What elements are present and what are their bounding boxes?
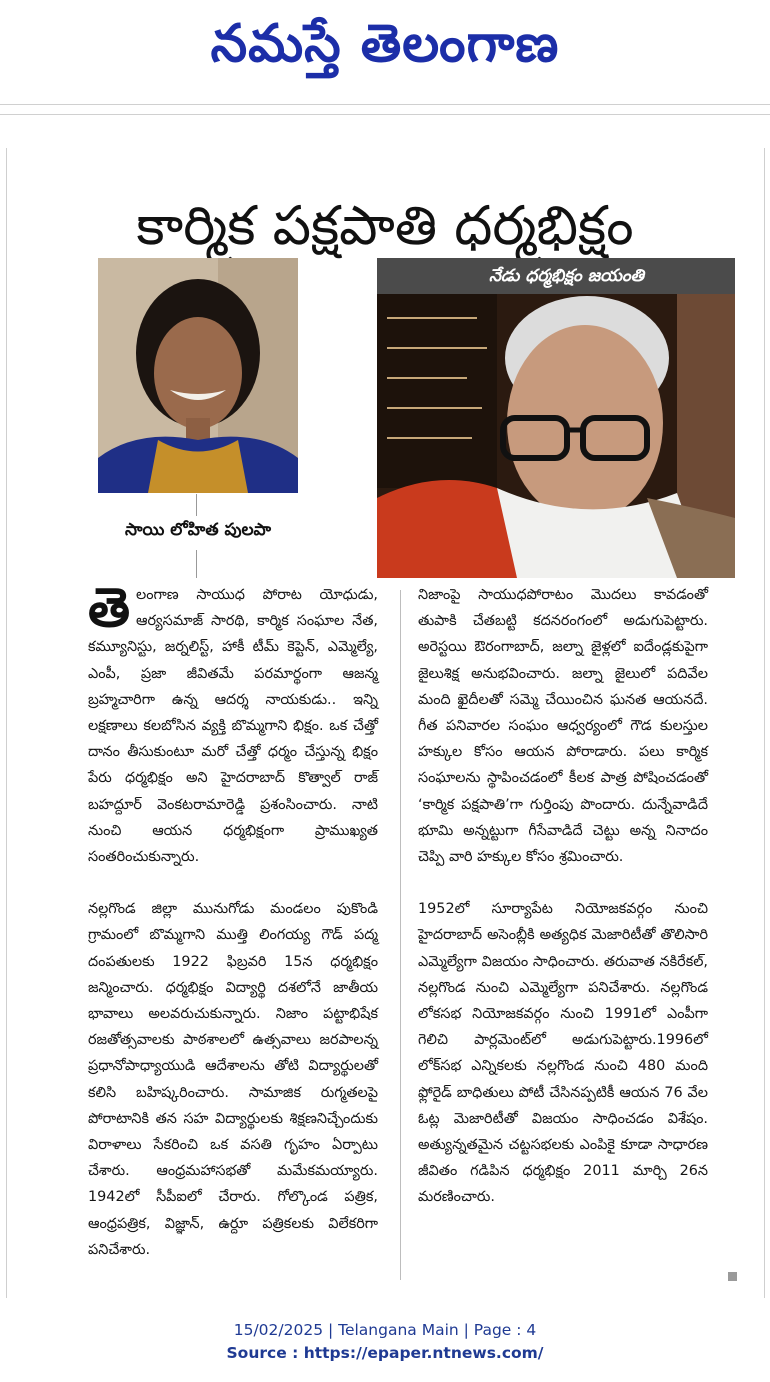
paragraph xyxy=(88,576,378,870)
drop-cap: తె xyxy=(88,576,131,639)
paragraph-text: నిజాంపై సాయుధపోరాటం మొదలు కావడంతో తుపాకి చేతబట్టి కదనరంగంలో అడుగుపెట్టారు. అరెస్టయి ఔరంగాబాద్, జల్నా జైళ్లలో ఐదేండ్లకుపైగా జైలుశిక్ష అనుభవించారు. జల్నా జైలులో పదివేల మంది ఖైదీలతో సమ్మె చేయించిన ఘనత ఆయనదే. గీత పనివారల సంఘం ఆధ్వర్యంలో గౌడ కులస్తుల హక్కుల కోసం ఆయన పోరాడారు. పలు కార్మిక సంఘాలను స్థాపించడంలో కీలక పాత్ర పోషించడంతో ‘కార్మిక పక్షపాతి’గా గుర్తింపు పొందారు. దున్నేవాడిదే భూమి అన్నట్టుగా గీసేవాడిదే చెట్టు అన్న నినాదం చెప్పి వారి హక్కుల కోసం శ్రమించారు. xyxy=(418,587,708,866)
right-border xyxy=(764,148,765,1298)
author-byline: సాయి లోహిత పులపా xyxy=(124,520,272,540)
author-portrait-image xyxy=(98,258,298,493)
left-border xyxy=(6,148,7,1298)
photo-caption: నేడు ధర్మభిక్షం జయంతి xyxy=(377,258,735,294)
article-column-1 xyxy=(88,576,378,1263)
footer-source-link[interactable]: Source : https://epaper.ntnews.com/ xyxy=(226,1344,544,1362)
column-divider xyxy=(400,590,401,1280)
author-photo xyxy=(98,258,298,493)
masthead-rule xyxy=(0,104,770,105)
masthead-rule-2 xyxy=(0,114,770,115)
dharma-bhiksham-photo xyxy=(377,258,735,578)
masthead xyxy=(0,0,770,100)
dharma-bhiksham-portrait-image xyxy=(377,258,735,578)
byline-rule-top xyxy=(196,494,197,516)
paragraph-text: 1952లో సూర్యాపేట నియోజకవర్గం నుంచి హైదరాబాద్ అసెంబ్లీకి అత్యధిక మెజారిటీతో తొలిసారి ఎమ్మెల్యేగా విజయం సాధించారు. తరువాత నకిరేకల్, నల్లగొండ నుంచి ఎమ్మెల్యేగా పనిచేశారు. నల్లగొండ లోకసభ నియోజకవర్గం నుంచి 1991లో ఎంపీగా గెలిచి పార్లమెంట్‌లో అడుగుపెట్టారు.1996లో లోక్‌సభ ఎన్నికలకు నల్లగొండ నుంచి 480 మంది ఫ్లోరైడ్ బాధితులు పోటీ చేసినప్పటికీ ఆయన 76 వేల ఓట్ల మెజారిటీతో విజయం సాధించడం విశేషం. అత్యున్నతమైన చట్టసభలకు ఎంపికై కూడా సాధారణ జీవితం గడిపిన ధర్మభిక్షం 2011 మార్చి 26న మరణించారు. xyxy=(418,901,708,1206)
article-column-2 xyxy=(418,582,708,1211)
footer-edition-info: 15/02/2025 | Telangana Main | Page : 4 xyxy=(233,1321,537,1339)
article-headline: కార్మిక పక్షపాతి ధర్మభిక్షం xyxy=(136,194,634,258)
paragraph-text: నల్లగొండ జిల్లా మునుగోడు మండలం పుకొండి గ్రామంలో బొమ్మగాని ముత్తి లింగయ్య గౌడ్ పద్మ దంపతులకు 1922 ఫిబ్రవరి 15న ధర్మభిక్షం జన్మించారు. ధర్మభిక్షం విద్యార్థి దశలోనే జాతీయ భావాలు అలవరుచుకున్నారు. నిజాం పట్టాభిషేక రజతోత్సవాలకు పాఠశాలలో ఉత్సవాలు జరపాలన్న ప్రధానోపాధ్యాయుడి ఆదేశాలను తోటి విద్యార్థులతో కలిసి బహిష్కరించారు. సామాజిక రుగ్మతలపై పోరాటానికి తన సహ విద్యార్థులకు శిక్షణనిచ్చేందుకు విరాళాలు సేకరించి ఒక వసతి గృహం ఏర్పాటు చేశారు. ఆంధ్రమహాసభతో మమేకమయ్యారు. 1942లో సీపీఐలో చేరారు. గోల్కొండ పత్రిక, ఆంధ్రపత్రిక, విజ్ఞాన్, ఉర్దూ పత్రికలకు విలేకరిగా పనిచేశారు. xyxy=(88,901,378,1258)
end-of-article-mark xyxy=(728,1272,737,1281)
paragraph-text: లంగాణ సాయుధ పోరాట యోధుడు, ఆర్యసమాజ్ సారథి, కార్మిక సంఘాల నేత, కమ్యూనిస్టు, జర్నలిస్ట్, హాకీ టీమ్ కెప్టెన్, ఎమ్మెల్యే, ఎంపీ, ప్రజా జీవితమే పరమార్థంగా ఆజన్మ బ్రహ్మచారిగా ఉన్న ఆదర్శ నాయకుడు.. ఇన్ని లక్షణాలు కలబోసిన వ్యక్తి బొమ్మగాని భిక్షం. ఒక చేత్తో దానం తీసుకుంటూ మరో చేత్తో ధర్మం చేస్తున్న భిక్షం పేరు ధర్మభిక్షం అని హైదరాబాద్ కొత్వాల్ రాజ్ బహద్దూర్ వెంకటరామారెడ్డి ప్రశంసించారు. నాటి నుంచి ఆయన ధర్మభిక్షంగా ప్రాముఖ్యత సంతరించుకున్నారు. xyxy=(88,587,378,866)
byline-rule-bottom xyxy=(196,550,197,578)
masthead-logo: నమస్తే తెలంగాణ xyxy=(210,13,560,74)
